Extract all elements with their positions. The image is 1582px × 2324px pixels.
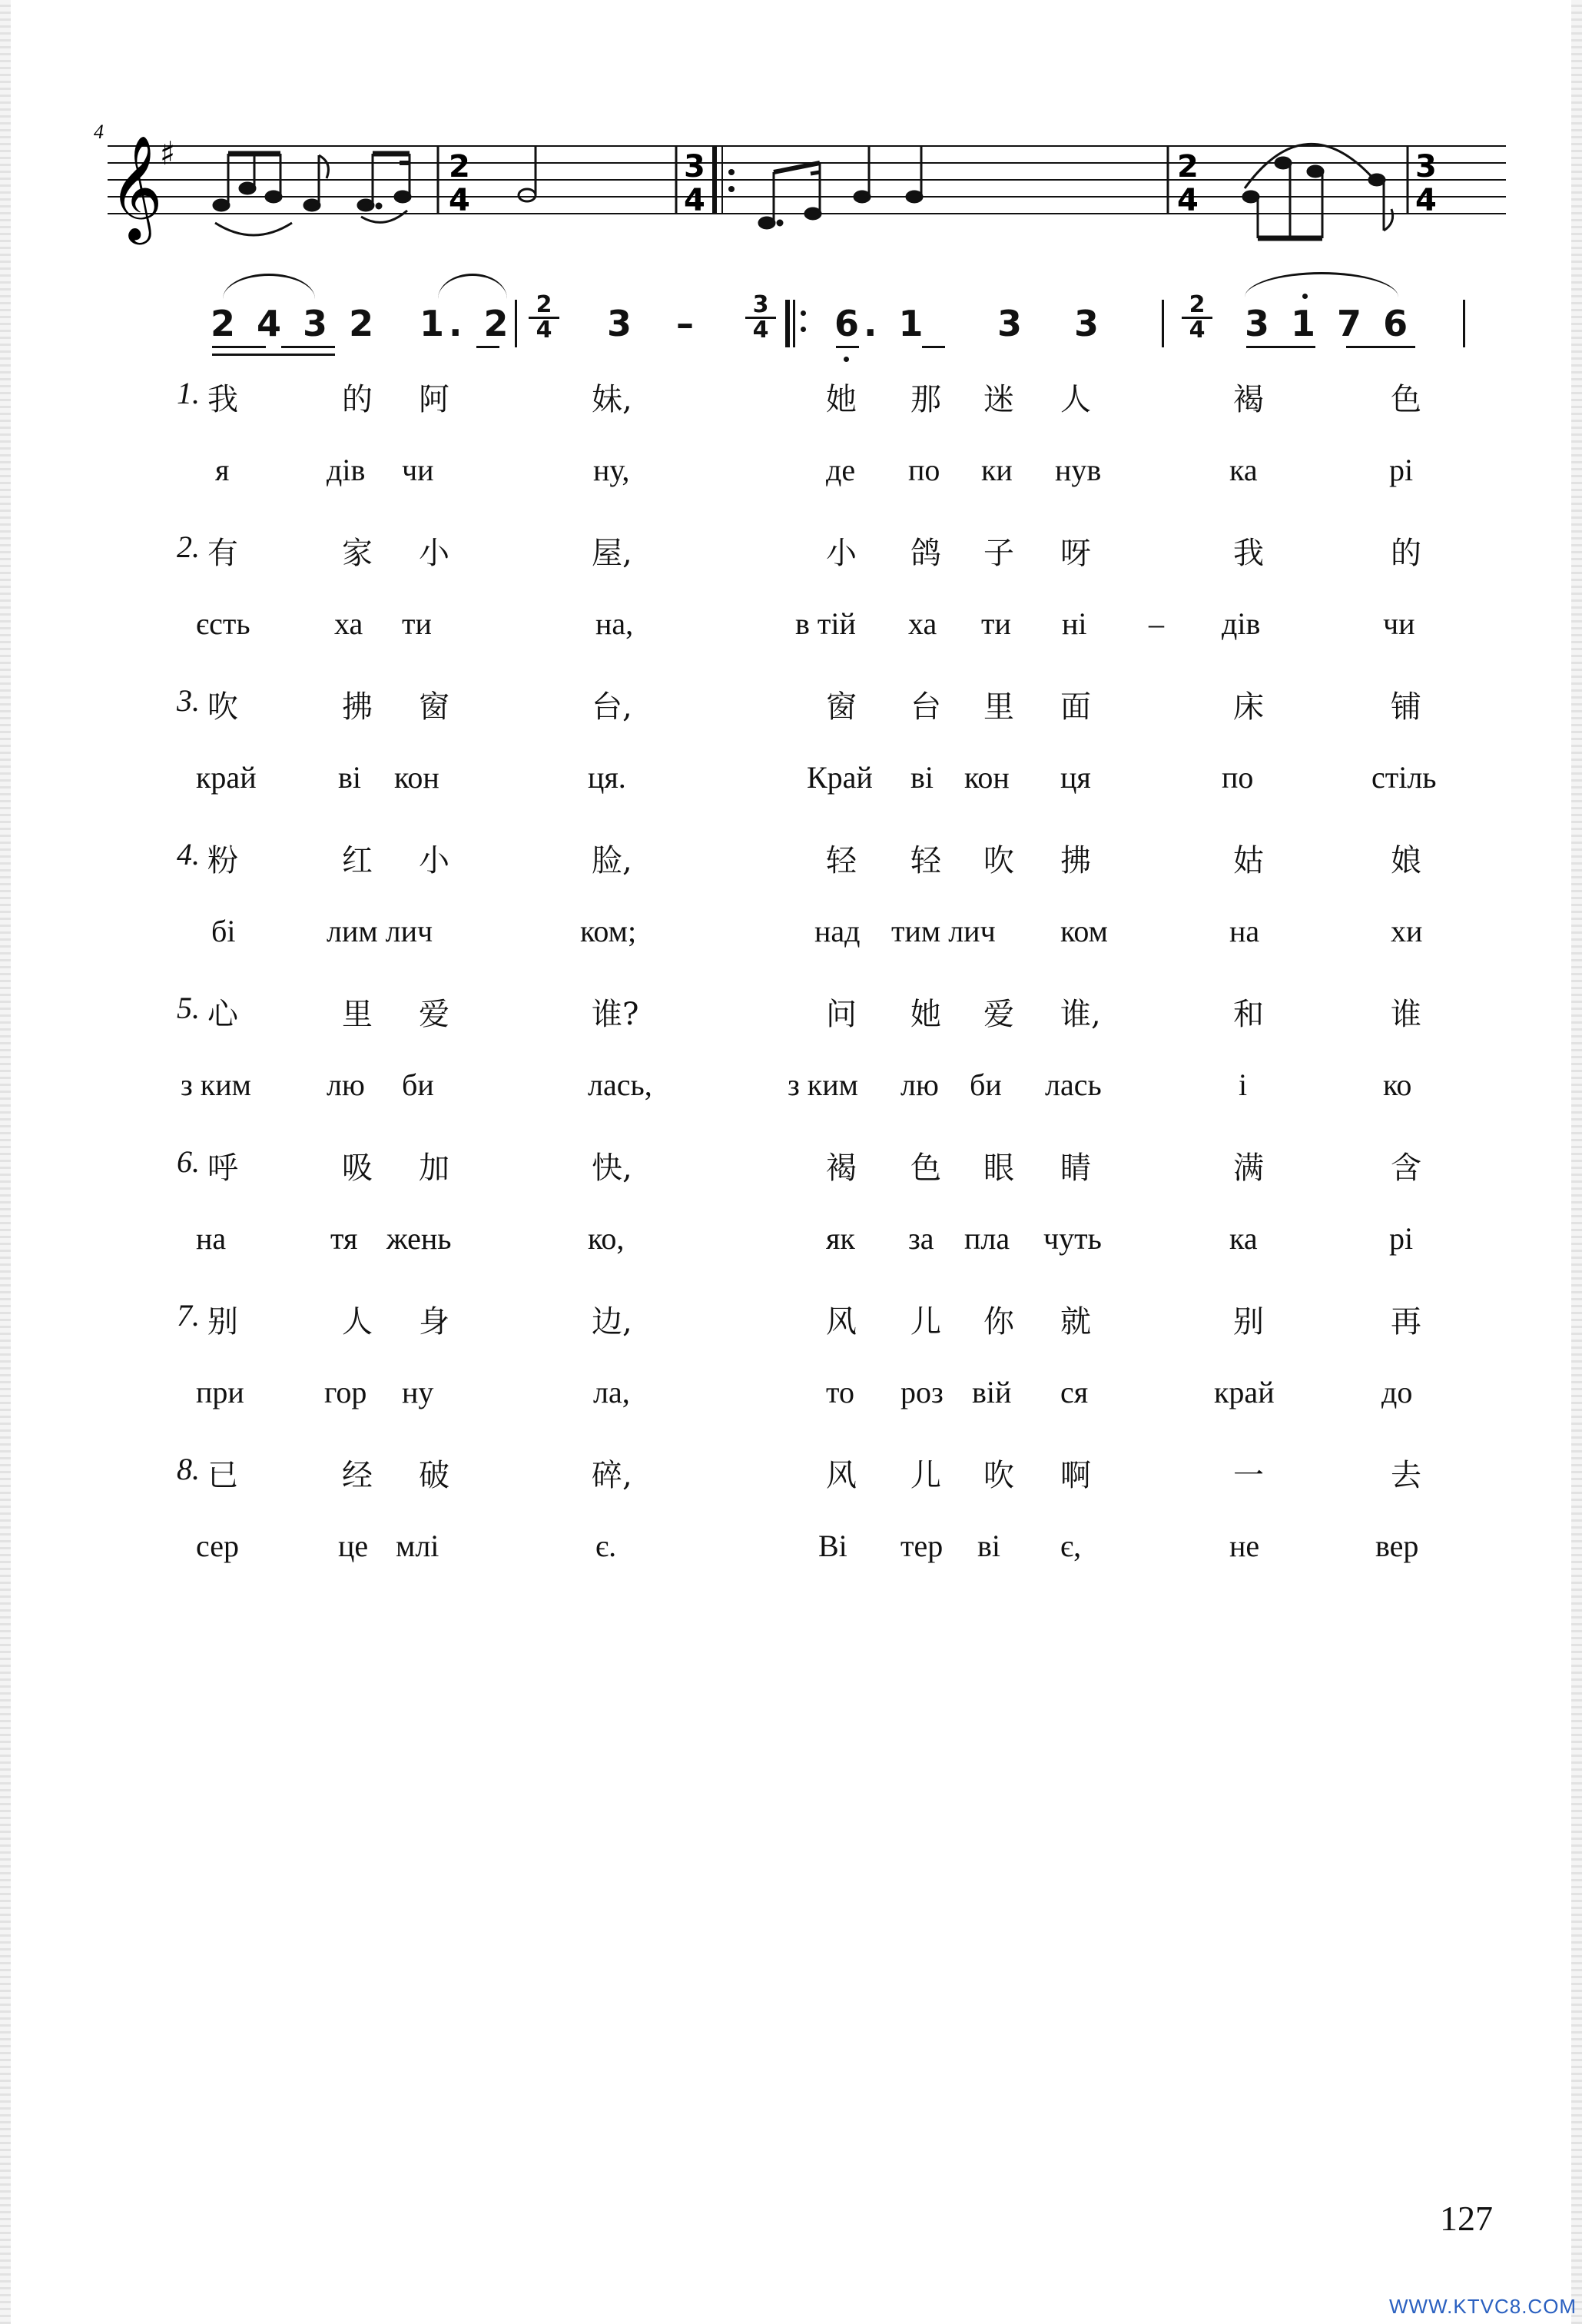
note-group-2 [519,146,536,201]
verse-8-chinese: 8. 已 经 破 碎, 风 儿 吹 啊 一 去 [177,1452,1421,1493]
jianpu-group-2: 1. 2 [420,303,513,344]
left-border-pattern [0,0,11,2324]
measure-number: 4 [94,121,104,143]
verse-7-chinese: 7. 别 人 身 边, 风 儿 你 就 别 再 [177,1298,1421,1340]
verse-number: 7. [177,1298,200,1333]
svg-text:4: 4 [1177,183,1199,218]
verse-2-chinese: 2. 有 家 小 屋, 小 鸽 子 呀 我 的 [177,530,1421,571]
jianpu-notation [207,291,1483,363]
svg-text:2: 2 [1177,149,1199,184]
note-group-3 [759,146,922,228]
verse-6-ukrainian: на тя жень ко, як за пла чуть ка рі [196,1221,1414,1256]
verse-2-ukrainian: єсть ха ти на, в тій ха ти ні – дів чи [196,606,1415,641]
verse-number: 2. [177,530,200,564]
svg-text:3: 3 [1415,149,1437,184]
verse-3-chinese: 3. 吹 拂 窗 台, 窗 台 里 面 床 铺 [177,683,1421,725]
note-group-4 [1243,144,1393,238]
svg-text:3: 3 [684,149,705,184]
verse-8-ukrainian: сер це млі є. Ві тер ві є, не вер [196,1529,1419,1563]
verse-3-ukrainian: край ві кон ця. Край ві кон ця по стіль [196,760,1437,795]
time-signature-3-4-a [684,149,705,218]
lyrics-block [123,375,1460,1605]
jianpu-group-5: 6. 1 [834,303,928,344]
verse-7-ukrainian: при гор ну ла, то роз вій ся край до [196,1375,1413,1409]
verse-1-chinese: 1. 我 的 阿 妹, 她 那 迷 人 褐 色 [177,376,1421,417]
note-group-1 [214,154,410,235]
time-signature-2-4-b [1177,149,1199,218]
right-border-pattern [1571,0,1582,2324]
site-watermark: WWW.KTVC8.COM [1389,2295,1577,2318]
jianpu-time-sig-3: 2 4 [1182,294,1212,342]
key-signature-sharp-icon: ♯ [160,134,176,172]
music-staff [77,115,1514,300]
verse-number: 1. [177,376,200,410]
jianpu-time-sig-1: 2 4 [529,294,559,342]
jianpu-group-6: 3 [997,303,1027,344]
verse-number: 8. [177,1452,200,1486]
svg-text:2: 2 [449,149,470,184]
verse-number: 6. [177,1144,200,1179]
verse-4-ukrainian: бі лим лич ком; над тим лич ком на хи [211,914,1423,948]
svg-text:4: 4 [1415,183,1437,218]
time-signature-3-4-b [1415,149,1437,218]
jianpu-group-1: 2 4 3 2 [211,303,379,344]
jianpu-group-7: 3 [1074,303,1104,344]
jianpu-time-sig-2: 3 4 [745,294,776,342]
svg-text:4: 4 [684,183,705,218]
treble-clef-icon: 𝄞 [109,134,163,240]
jianpu-group-3: 3 [607,303,637,344]
page-number: 127 [1440,2199,1493,2238]
jianpu-group-4: – [676,303,698,344]
verse-number: 4. [177,837,200,872]
verse-5-ukrainian: з ким лю би лась, з ким лю би лась і ко [181,1067,1412,1102]
jianpu-group-8: 3 1 7 6 [1245,303,1413,344]
svg-text:4: 4 [449,183,470,218]
verse-number: 3. [177,683,200,718]
time-signature-2-4-a [449,149,470,218]
verse-6-chinese: 6. 呼 吸 加 快, 褐 色 眼 睛 满 含 [177,1144,1421,1186]
verse-number: 5. [177,991,200,1025]
verse-4-chinese: 4. 粉 红 小 脸, 轻 轻 吹 拂 姑 娘 [177,837,1421,878]
verse-5-chinese: 5. 心 里 爱 谁? 问 她 爱 谁, 和 谁 [177,991,1421,1032]
verse-1-ukrainian: я дів чи ну, де по ки нув ка рі [215,453,1414,487]
